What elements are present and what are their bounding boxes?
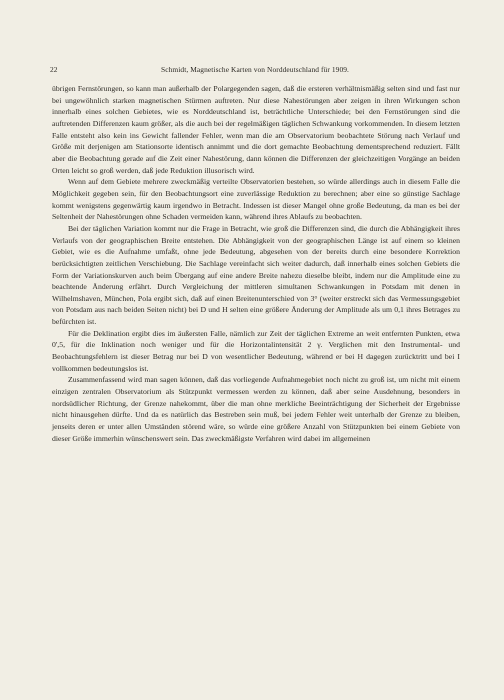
paragraph-4: Für die Deklination ergibt dies im äußersten Falle, nämlich zur Zeit der täglichen Extreme an weit entfernten Punkten, etwa 0',5, für die Inklination noch weniger und für die Horizontalintensität 2 γ. Verglichen mit den Instrumental- und Beobachtungsfehlern ist dieser Betrag nur bei D von wesentlicher Bedeutung, während er bei H dagegen zurücktritt und bei I vollkommen bedeutungslos ist.	[52, 328, 460, 373]
paragraph-5: Zusammenfassend wird man sagen können, daß das vorliegende Aufnahmegebiet noch nicht zu groß ist, um nicht mit einem einzigen zentralen Observatorium als Stützpunkt vermessen werden zu können, daß aber seine Ausdehnung, besonders in nordsüdlicher Richtung, der Grenze nahekommt, über die man ohne merkliche Beeinträchtigung der Sicherheit der Ergebnisse nicht hinausgehen dürfte. Und da es natürlich das Bestreben sein muß, bei jedem Fehler weit unterhalb der Grenze zu bleiben, jenseits deren er unter allen Umständen störend wäre, so würde eine größere Anzahl von Stützpunkten bei einem Gebiete von dieser Größe immerhin wünschenswert sein. Das zweckmäßigste Verfahren wird dabei im allgemeinen	[52, 375, 460, 443]
paragraph-1: übrigen Fernstörungen, so kann man außerhalb der Polargegenden sagen, daß die ersteren verhältnismäßig selten sind und fast nur bei ungewöhnlich starken magnetischen Stürmen auftreten. Nur diese Nahestörungen aber zeigen in ihren Wirkungen schon innerhalb eines solchen Gebietes, wie es Norddeutschland ist, beträchtliche Unterschiede; bei den Fernstörungen sind die auftretenden Differenzen kaum größer, als die auch bei der regelmäßigen täglichen Schwankung vorkommenden. In diesem letzten Falle entsteht also kein ins Gewicht fallender Fehler, wenn man die am Observatorium beobachtete Störung nach Verlauf und Größe mit derjenigen am Stationsorte identisch annimmt und die dort gemachte Beobachtung dementsprechend reduziert. Fällt aber die Beobachtung gerade auf die Zeit einer Nahestörung, dann können die Differenzen der gleichzeitigen Vorgänge an beiden Orten leicht so groß werden, daß jede Reduktion illusorisch wird.	[52, 84, 460, 175]
paragraph-2: Wenn auf dem Gebiete mehrere zweckmäßig verteilte Observatorien bestehen, so würde allerdings auch in diesem Falle die Möglichkeit gegeben sein, für den Beobachtungsort eine zuverlässige Reduktion zu berechnen; aber eine so günstige Sachlage kommt wenigstens gegenwärtig kaum irgendwo in Betracht. Indessen ist dieser Mangel ohne große Bedeutung, da man es bei der Seltenheit der Nahestörungen ohne Schaden vermeiden kann, während ihres Ablaufs zu beobachten.	[52, 177, 460, 222]
page-header	[50, 65, 460, 79]
body-text	[52, 83, 460, 444]
paragraph-3: Bei der täglichen Variation kommt nur die Frage in Betracht, wie groß die Differenzen sind, die durch die Abhängigkeit ihres Verlaufs von der geographischen Breite entstehen. Die Abhängigkeit von der geographischen Länge ist auf einem so kleinen Gebiet, wie es die Aufnahme umfaßt, ohne jede Bedeutung, abgesehen von der bereits durch eine besondere Korrektion berücksichtigten zeitlichen Verschiebung. Die Sachlage vereinfacht sich weiter dadurch, daß innerhalb eines solchen Gebiets die Form der Variationskurven auch beim Übergang auf eine andere Breite nahezu dieselbe bleibt, indem nur die Amplitude eine zu beachtende Änderung erfährt. Durch Vergleichung der mittleren simultanen Schwankungen in Potsdam mit denen in Wilhelmshaven, München, Pola ergibt sich, daß auf einen Breitenunterschied von 3° (weiter erstreckt sich das Vermessungsgebiet von Potsdam aus nach beiden Seiten nicht) bei D und H selten eine größere Änderung der Amplitude als um 0,1 ihres Betrages zu befürchten ist.	[52, 223, 460, 327]
running-title: Schmidt, Magnetische Karten von Norddeutschland für 1909.	[161, 65, 349, 74]
page-number: 22	[50, 65, 58, 74]
